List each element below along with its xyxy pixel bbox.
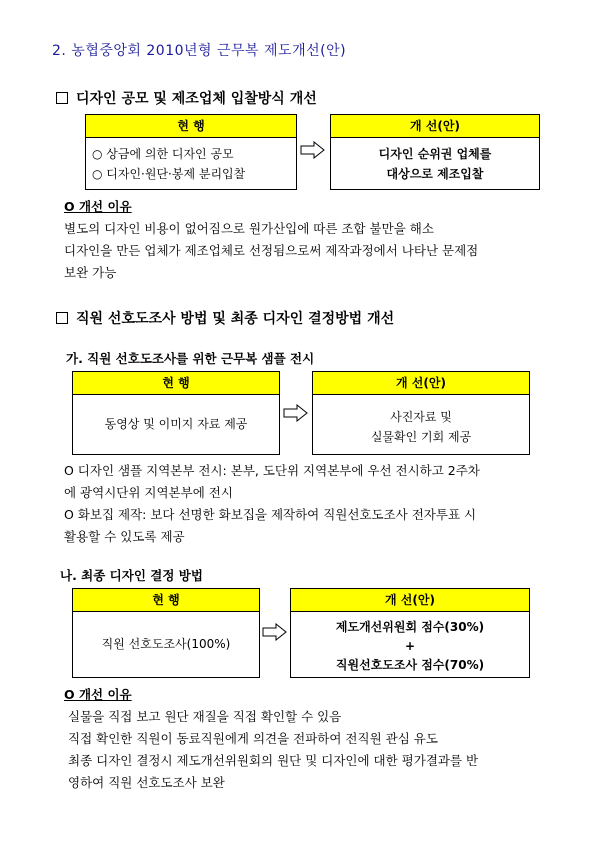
sub-a-note-line: O 디자인 샘플 지역본부 전시: 본부, 도단위 지역본부에 우선 전시하고 2주차 bbox=[64, 463, 480, 478]
section1-reason-title: O 개선 이유 bbox=[64, 199, 132, 214]
right-arrow-icon bbox=[300, 141, 326, 159]
sub-b-reason-line: 실물을 직접 보고 원단 재질을 직접 확인할 수 있음 bbox=[68, 709, 342, 724]
section1-improve-line: 대상으로 제조입찰 bbox=[386, 167, 484, 181]
sub-b-current-box bbox=[72, 588, 260, 678]
section1-current-label: 현 행 bbox=[86, 115, 296, 138]
sub-b-reason-title: O 개선 이유 bbox=[64, 687, 132, 702]
sub-b-reason-line: 영하여 직원 선호도조사 보완 bbox=[68, 775, 225, 790]
square-bullet-icon bbox=[56, 92, 68, 104]
sub-a-current-text: 동영상 및 이미지 자료 제공 bbox=[104, 417, 248, 431]
sub-b-improve-line: 제도개선위원회 점수(30%) bbox=[335, 620, 485, 634]
section1-reason-line: 디자인을 만든 업체가 제조업체로 선정됨으로써 제작과정에서 나타난 문제점 bbox=[64, 243, 479, 258]
sub-a-note-line: 활용할 수 있도록 제공 bbox=[64, 529, 185, 544]
sub-a-note-line: 에 광역시단위 지역본부에 전시 bbox=[64, 485, 233, 500]
sub-a-current-box bbox=[72, 371, 280, 455]
section1-reason-line: 별도의 디자인 비용이 없어짐으로 원가산입에 따른 조합 불만을 해소 bbox=[64, 221, 434, 236]
sub-a-improve-label: 개 선(안) bbox=[313, 372, 529, 395]
sub-b-current-text: 직원 선호도조사(100%) bbox=[101, 637, 231, 651]
sub-a-note-line: O 화보집 제작: 보다 선명한 화보집을 제작하여 직원선호도조사 전자투표 시 bbox=[64, 507, 477, 522]
sub-a-improve-line: 사진자료 및 bbox=[390, 410, 452, 424]
sub-b-improve-plus: + bbox=[404, 639, 416, 653]
sub-b-improve-label: 개 선(안) bbox=[291, 589, 529, 612]
sub-b-reason-line: 최종 디자인 결정시 제도개선위원회의 원단 및 디자인에 대한 평가결과를 반 bbox=[68, 753, 479, 768]
sub-b-reason-line: 직접 확인한 직원이 동료직원에게 의견을 전파하여 전직원 관심 유도 bbox=[68, 731, 438, 746]
section1-current-item: ○ 상금에 의한 디자인 공모 bbox=[92, 147, 234, 161]
section1-improve-box bbox=[330, 114, 540, 190]
section1-current-item: ○ 디자인·원단·봉제 분리입찰 bbox=[92, 167, 246, 181]
right-arrow-icon bbox=[283, 404, 309, 422]
section2-sub-a-title: 가. 직원 선호도조사를 위한 근무복 샘플 전시 bbox=[66, 351, 315, 366]
square-bullet-icon bbox=[56, 312, 68, 324]
sub-a-improve-box bbox=[312, 371, 530, 455]
sub-b-improve-box bbox=[290, 588, 530, 678]
section2-sub-b-title: 나. 최종 디자인 결정 방법 bbox=[60, 568, 203, 583]
section2-heading-text: 직원 선호도조사 방법 및 최종 디자인 결정방법 개선 bbox=[76, 311, 395, 327]
section1-improve-label: 개 선(안) bbox=[331, 115, 539, 138]
section1-heading bbox=[56, 88, 317, 108]
section1-heading-text: 디자인 공모 및 제조업체 입찰방식 개선 bbox=[76, 91, 317, 107]
document-title: 2. 농협중앙회 2010년형 근무복 제도개선(안) bbox=[52, 43, 347, 59]
right-arrow-icon bbox=[262, 623, 288, 641]
sub-a-current-label: 현 행 bbox=[73, 372, 279, 395]
section1-improve-line: 디자인 순위권 업체를 bbox=[378, 147, 492, 161]
section1-reason-line: 보완 가능 bbox=[64, 265, 117, 280]
sub-b-improve-line: 직원선호도조사 점수(70%) bbox=[335, 658, 485, 672]
sub-a-improve-line: 실물확인 기회 제공 bbox=[370, 430, 472, 444]
sub-b-current-label: 현 행 bbox=[73, 589, 259, 612]
section1-current-box bbox=[85, 114, 297, 190]
section2-heading bbox=[56, 308, 394, 328]
